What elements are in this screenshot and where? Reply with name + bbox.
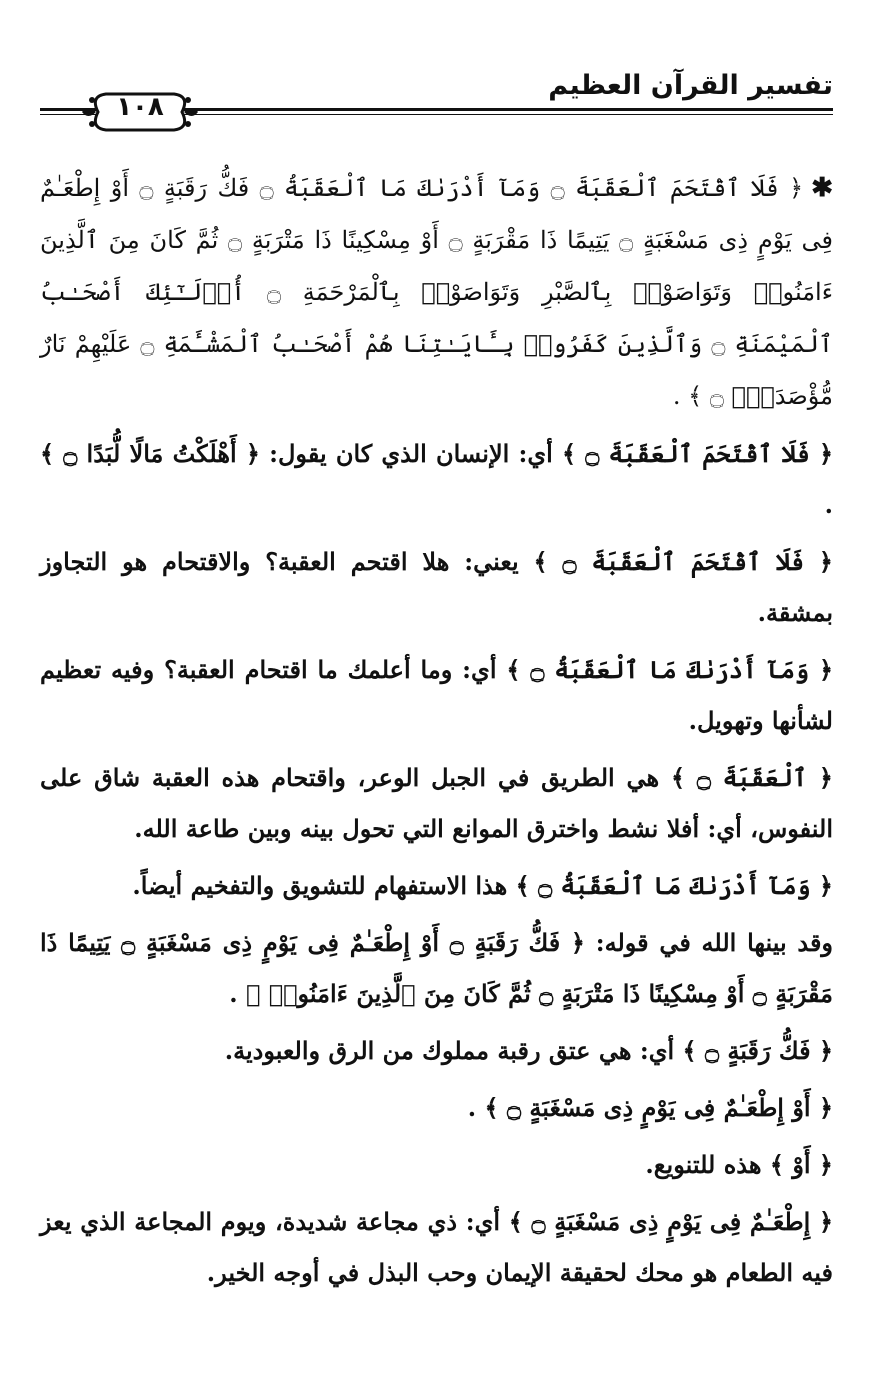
- quran-verses: ﴿ فَلَا ٱقْتَحَمَ ٱلْعَقَبَةَ ۝ وَمَآ أَدْرَىٰكَ مَا ٱلْعَقَبَةُ ۝ فَكُّ رَقَبَةٍ ۝ أَوْ إِطْعَـٰمٌ فِى يَوْمٍ ذِى مَسْغَبَةٍ ۝ يَتِيمًا ذَا مَقْرَبَةٍ ۝ أَوْ مِسْكِينًا ذَا مَتْرَبَةٍ ۝ ثُمَّ كَانَ مِنَ ٱلَّذِينَ ءَامَنُوا۟ وَتَوَاصَوْا۟ بِٱلصَّبْرِ وَتَوَاصَوْا۟ بِٱلْمَرْحَمَةِ ۝ أُو۟لَـٰٓئِكَ أَصْحَـٰبُ ٱلْمَيْمَنَةِ ۝ وَٱلَّذِينَ كَفَرُوا۟ بِـَٔايَـٰتِنَا هُمْ أَصْحَـٰبُ ٱلْمَشْـَٔمَةِ ۝ عَلَيْهِمْ نَارٌ مُّؤْصَدَةٌۢ ۝ ﴾ .: [40, 174, 834, 410]
- verse-block: [40, 162, 833, 422]
- commentary-paragraph: ﴿ فَلَا ٱقْتَحَمَ ٱلْعَقَبَةَ ۝ ﴾ أي: الإنسان الذي كان يقول: ﴿ أَهْلَكْتُ مَالًا لُّبَدًا ۝ ﴾ .: [40, 439, 834, 519]
- commentary-paragraph: ﴿ وَمَآ أَدْرَىٰكَ مَا ٱلْعَقَبَةُ ۝ ﴾ هذا الاستفهام للتشويق والتفخيم أيضاً.: [132, 871, 833, 900]
- page-number: ١٠٨: [116, 92, 164, 122]
- asterisk-icon: ✱: [811, 173, 833, 203]
- commentary-paragraph: ﴿ أَوْ إِطْعَـٰمٌ فِى يَوْمٍ ذِى مَسْغَبَةٍ ۝ ﴾ .: [467, 1093, 833, 1122]
- commentary-paragraph: وقد بينها الله في قوله: ﴿ فَكُّ رَقَبَةٍ ۝ أَوْ إِطْعَـٰمٌ فِى يَوْمٍ ذِى مَسْغَبَةٍ ۝ يَتِيمًا ذَا مَقْرَبَةٍ ۝ أَوْ مِسْكِينًا ذَا مَتْرَبَةٍ ۝ ثُمَّ كَانَ مِنَ ٱلَّذِينَ ءَامَنُوا۟ ﴾ .: [40, 928, 834, 1008]
- commentary-paragraph: ﴿ أَوْ ﴾ هذه للتنويع.: [645, 1150, 833, 1179]
- page-header: [40, 58, 833, 168]
- commentary-paragraph: ﴿ إِطْعَـٰمٌ فِى يَوْمٍ ذِى مَسْغَبَةٍ ۝ ﴾ أي: ذي مجاعة شديدة، ويوم المجاعة الذي يعز فيه الطعام هو محك لحقيقة الإيمان وحب البذل في أوجه الخير.: [40, 1207, 834, 1287]
- tafsir-content: [40, 162, 833, 1304]
- page-number-ornament: [80, 84, 200, 140]
- commentary-paragraph: ﴿ فَكُّ رَقَبَةٍ ۝ ﴾ أي: هي عتق رقبة مملوك من الرق والعبودية.: [224, 1036, 833, 1065]
- commentary-paragraph: ﴿ فَلَا ٱقْتَحَمَ ٱلْعَقَبَةَ ۝ ﴾ يعني: هلا اقتحم العقبة؟ والاقتحام هو التجاوز بمشقة.: [40, 547, 833, 627]
- commentary-paragraph: ﴿ ٱلْعَقَبَةَ ۝ ﴾ هي الطريق في الجبل الوعر، واقتحام هذه العقبة شاق على النفوس، أي: أفلا نشط واخترق الموانع التي تحول بينه وبين طاعة الله.: [40, 763, 833, 843]
- commentary-paragraph: ﴿ وَمَآ أَدْرَىٰكَ مَا ٱلْعَقَبَةُ ۝ ﴾ أي: وما أعلمك ما اقتحام العقبة؟ وفيه تعظيم لشأنها وتهويل.: [40, 655, 834, 735]
- book-title: تفسير القرآن العظيم: [548, 70, 833, 101]
